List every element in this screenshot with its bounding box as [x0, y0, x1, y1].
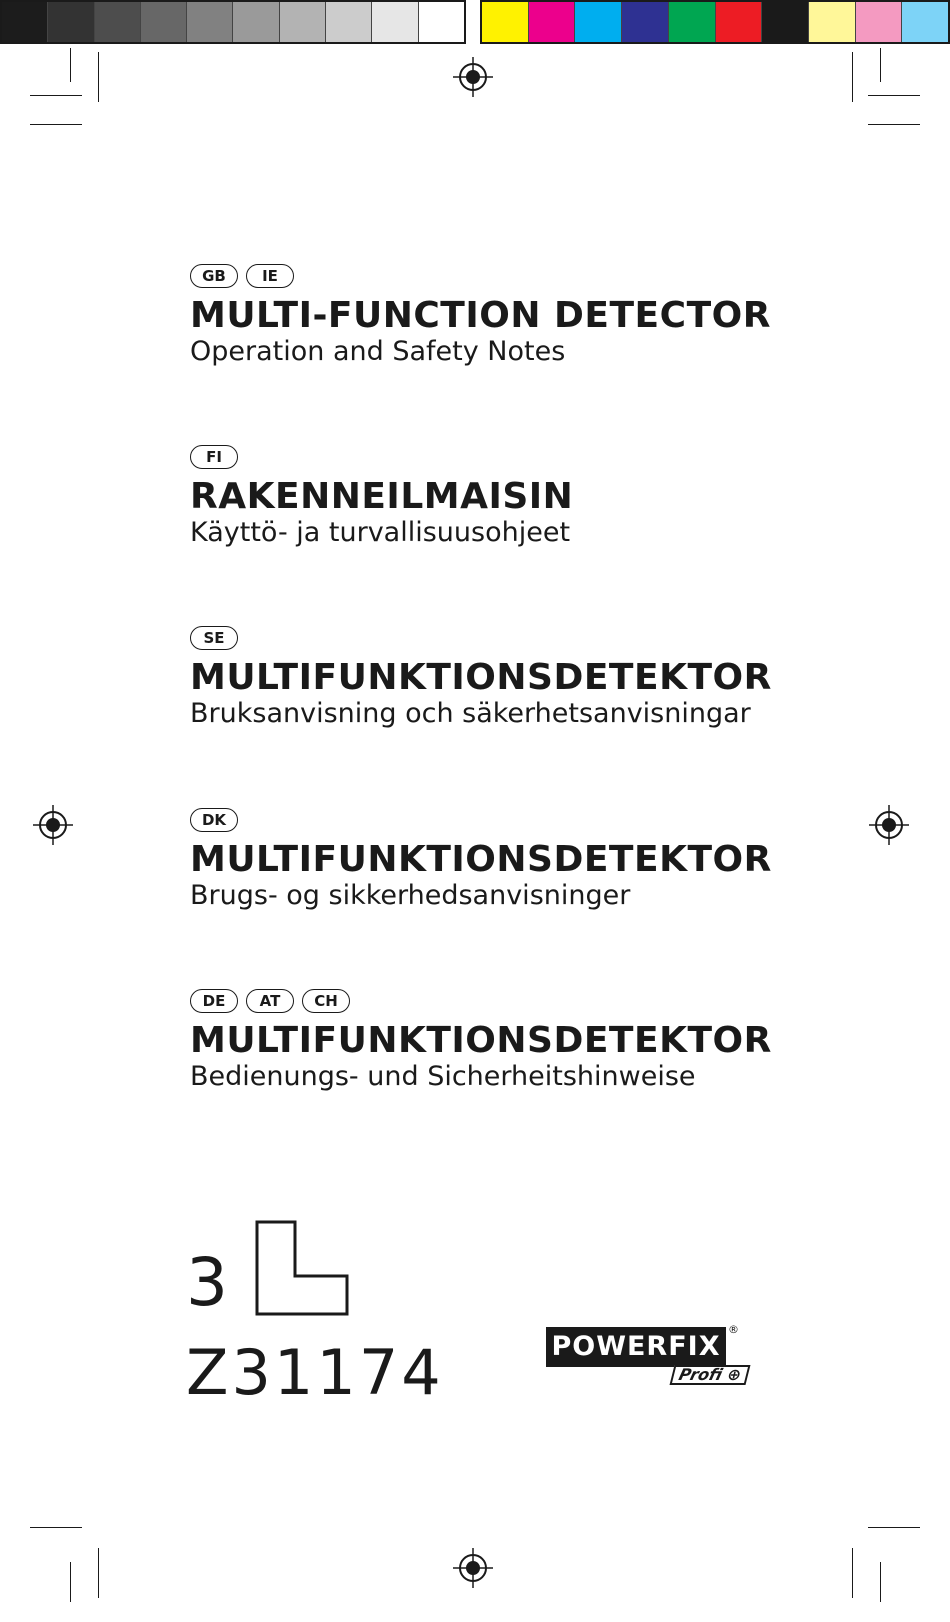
powerfix-logo — [546, 1323, 752, 1387]
country-badges — [190, 808, 772, 834]
country-badge: SE — [190, 626, 238, 650]
gray-swatch — [141, 2, 187, 42]
crop-mark — [30, 95, 82, 96]
crop-mark — [880, 1562, 881, 1602]
crop-mark — [30, 1527, 82, 1528]
color-swatch — [575, 2, 622, 42]
crop-mark — [98, 52, 99, 102]
crop-mark — [70, 48, 71, 82]
country-badge: FI — [190, 445, 238, 469]
crop-mark — [852, 52, 853, 102]
gray-swatch — [372, 2, 418, 42]
color-swatch — [716, 2, 763, 42]
country-badges — [190, 264, 771, 290]
logo-registered-mark: ® — [728, 1323, 739, 1336]
country-badge: IE — [246, 264, 294, 288]
color-swatch — [902, 2, 948, 42]
color-swatch — [622, 2, 669, 42]
gray-swatch — [48, 2, 94, 42]
crop-mark — [880, 48, 881, 82]
country-badges — [190, 626, 772, 652]
country-badge: DK — [190, 808, 238, 832]
model-number: Z31174 — [186, 1336, 444, 1409]
crop-mark — [868, 124, 920, 125]
crop-mark — [30, 124, 82, 125]
color-swatch — [809, 2, 856, 42]
logo-profi-badge — [670, 1365, 751, 1385]
registration-mark-icon — [453, 1548, 493, 1588]
logo-sub-text: Profi — [676, 1365, 725, 1384]
country-badge: GB — [190, 264, 238, 288]
gray-swatch — [233, 2, 279, 42]
section-title: RAKENNEILMAISIN — [190, 476, 574, 517]
color-swatch — [762, 2, 809, 42]
registration-mark-icon — [869, 805, 909, 845]
gray-swatch — [326, 2, 372, 42]
section-subtitle: Käyttö- ja turvallisuusohjeet — [190, 517, 571, 548]
color-swatch — [669, 2, 716, 42]
gray-swatch — [2, 2, 48, 42]
registration-mark-icon — [33, 805, 73, 845]
gray-swatch — [95, 2, 141, 42]
color-calibration-bar — [480, 0, 950, 44]
gray-swatch — [187, 2, 233, 42]
color-swatch — [529, 2, 576, 42]
section-gb-ie — [190, 264, 771, 368]
crop-mark — [98, 1548, 99, 1598]
section-title: MULTIFUNKTIONSDETEKTOR — [190, 839, 772, 880]
color-swatch — [856, 2, 903, 42]
section-subtitle: Bruksanvisning och säkerhetsanvisningar — [190, 698, 751, 729]
section-title: MULTIFUNKTIONSDETEKTOR — [190, 1020, 772, 1061]
section-dk — [190, 808, 772, 912]
section-fi — [190, 445, 573, 549]
country-badge: DE — [190, 989, 238, 1013]
logo-main-text: POWERFIX — [546, 1327, 726, 1367]
grayscale-calibration-bar — [0, 0, 466, 44]
section-title: MULTIFUNKTIONSDETEKTOR — [190, 657, 772, 698]
section-title: MULTI-FUNCTION DETECTOR — [190, 295, 771, 336]
crop-mark — [868, 1527, 920, 1528]
language-booklet-icon — [255, 1220, 349, 1316]
country-badges — [190, 445, 573, 471]
section-se — [190, 626, 772, 730]
section-subtitle: Operation and Safety Notes — [190, 336, 566, 367]
country-badges — [190, 989, 772, 1015]
registration-mark-icon — [453, 57, 493, 97]
gray-swatch — [280, 2, 326, 42]
color-swatch — [482, 2, 529, 42]
section-subtitle: Brugs- og sikkerhedsanvisninger — [190, 880, 631, 911]
crop-mark — [70, 1562, 71, 1602]
country-badge: AT — [246, 989, 294, 1013]
language-count: 3 — [186, 1244, 228, 1321]
country-badge: CH — [302, 989, 350, 1013]
gray-swatch — [419, 2, 464, 42]
crop-mark — [852, 1548, 853, 1598]
section-de-at-ch — [190, 989, 772, 1093]
crop-mark — [868, 95, 920, 96]
plus-icon: ⊕ — [725, 1365, 744, 1384]
section-subtitle: Bedienungs- und Sicherheitshinweise — [190, 1061, 696, 1092]
